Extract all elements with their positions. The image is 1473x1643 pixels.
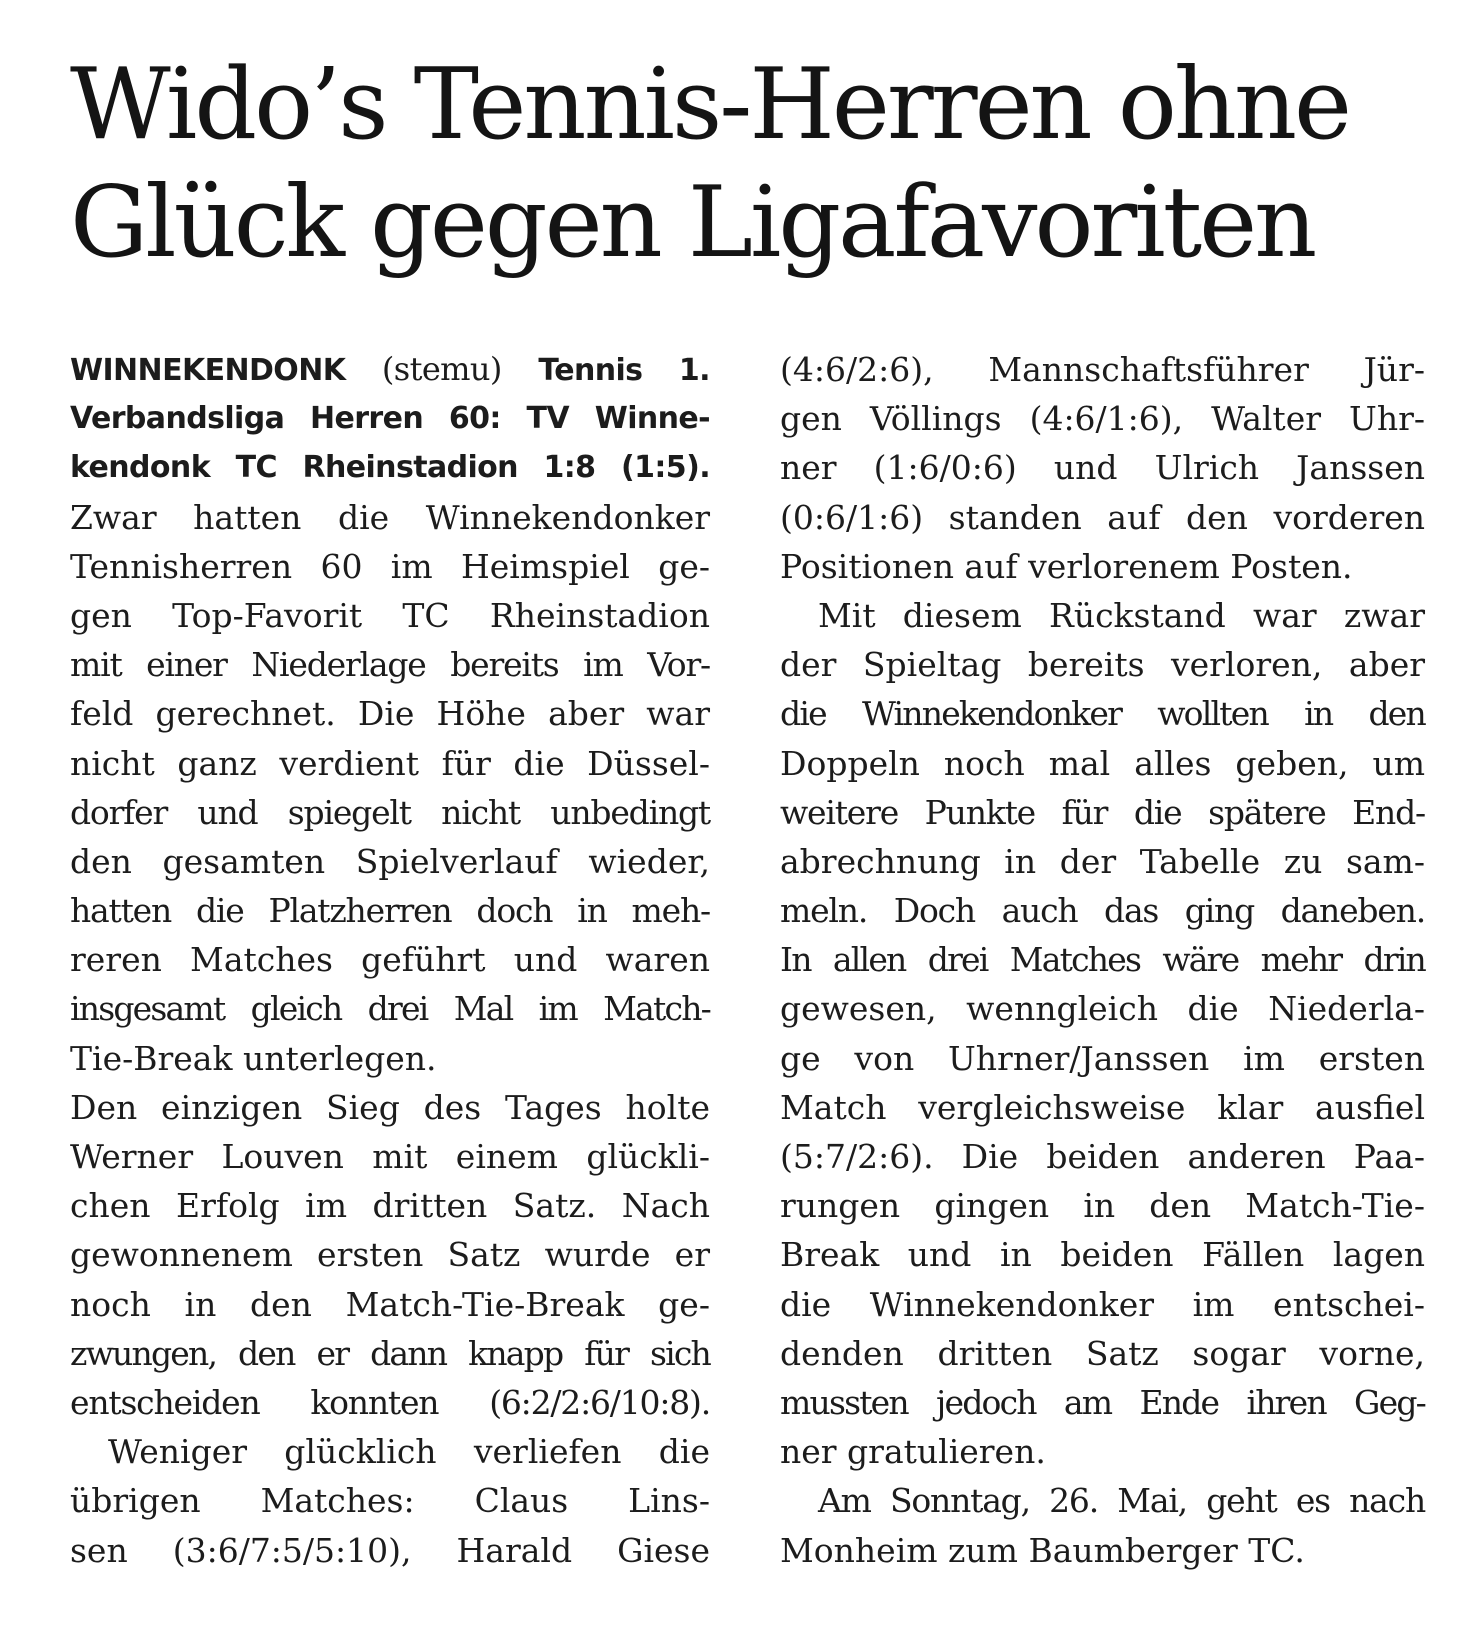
body-line: Mit diesem Rückstand war zwar	[818, 595, 1425, 635]
body-line: (0:6/1:6) standen auf den vorderen	[780, 497, 1425, 537]
body-line: hatten die Platzherren doch in meh-	[70, 891, 710, 931]
body-line: Positionen auf verlorenem Posten.	[780, 546, 1353, 586]
body-line: zwungen, den er dann knapp für sich	[70, 1333, 710, 1373]
body-line: Weniger glücklich verliefen die	[108, 1432, 710, 1472]
lead-line-1	[70, 345, 710, 394]
body-line: Monheim zum Baumberger TC.	[780, 1530, 1305, 1570]
body-line: der Spieltag bereits verloren, aber	[780, 645, 1425, 685]
body-line: Match vergleichsweise klar ausfiel	[780, 1087, 1425, 1127]
body-line: denden dritten Satz sogar vorne,	[780, 1333, 1425, 1373]
headline-line-2: Glück gegen Ligafavoriten	[70, 166, 1315, 280]
body-line: die Winnekendonker wollten in den	[780, 694, 1425, 734]
body-line: Werner Louven mit einem glückli-	[70, 1137, 710, 1176]
body-line: mussten jedoch am Ende ihren Geg-	[780, 1382, 1425, 1422]
body-line: Tennisherren 60 im Heimspiel ge-	[70, 546, 710, 586]
headline-line-1: Wido’s Tennis-Herren ohne	[70, 48, 1350, 162]
body-line: entscheiden konnten (6:2/2:6/10:8).	[70, 1382, 710, 1422]
body-line: rungen gingen in den Match-Tie-	[780, 1186, 1425, 1226]
body-line: insgesamt gleich drei Mal im Match-	[70, 989, 710, 1029]
body-line: chen Erfolg im dritten Satz. Nach	[70, 1186, 710, 1226]
dateline: WINNEKENDONK	[70, 353, 346, 388]
body-line: sen (3:6/7:5/5:10), Harald Giese	[70, 1530, 710, 1570]
body-line: In allen drei Matches wäre mehr drin	[780, 940, 1425, 980]
body-line: gen Top-Favorit TC Rheinstadion	[70, 595, 710, 635]
article-column-left	[70, 345, 710, 1575]
body-line: nicht ganz verdient für die Düssel-	[70, 743, 710, 783]
body-line: übrigen Matches: Claus Lins-	[70, 1481, 710, 1521]
body-line: gewesen, wenngleich die Niederla-	[780, 989, 1425, 1029]
body-line: die Winnekendonker im entschei-	[780, 1284, 1425, 1324]
body-line: (4:6/2:6), Mannschaftsführer Jür-	[780, 350, 1425, 389]
body-line: Break und in beiden Fällen lagen	[780, 1235, 1425, 1275]
body-line: feld gerechnet. Die Höhe aber war	[70, 694, 710, 734]
body-line: Am Sonntag, 26. Mai, geht es nach	[818, 1481, 1425, 1521]
lead-line-3: kendonk TC Rheinstadion 1:8 (1:5).	[70, 450, 710, 486]
body-line: dorfer und spiegelt nicht unbedingt	[70, 792, 710, 832]
body-line: weitere Punkte für die spätere End-	[780, 792, 1425, 832]
body-line: gewonnenem ersten Satz wurde er	[70, 1235, 710, 1275]
body-line: abrechnung in der Tabelle zu sam-	[780, 841, 1425, 881]
body-line: Zwar hatten die Winnekendonker	[70, 497, 710, 537]
body-line: (5:7/2:6). Die beiden anderen Paa-	[780, 1137, 1425, 1176]
body-line: gen Völlings (4:6/1:6), Walter Uhr-	[780, 399, 1425, 439]
body-line: Tie-Break unterlegen.	[70, 1038, 437, 1078]
body-line: mit einer Niederlage bereits im Vor-	[70, 645, 710, 685]
body-line: noch in den Match-Tie-Break ge-	[70, 1284, 710, 1324]
body-line: Den einzigen Sieg des Tages holte	[70, 1087, 710, 1127]
lead-title-start: Tennis 1.	[538, 353, 710, 388]
body-line: ner gratulieren.	[780, 1432, 1046, 1472]
body-line: ner (1:6/0:6) und Ulrich Janssen	[780, 448, 1425, 488]
body-line: reren Matches geführt und waren	[70, 940, 710, 980]
body-line: Doppeln noch mal alles geben, um	[780, 743, 1425, 783]
body-line: meln. Doch auch das ging daneben.	[780, 891, 1425, 931]
lead-line-2: Verbandsliga Herren 60: TV Winne-	[70, 401, 710, 437]
body-line: ge von Uhrner/Janssen im ersten	[780, 1038, 1425, 1078]
article-column-right	[780, 345, 1425, 1575]
body-line: den gesamten Spielverlauf wieder,	[70, 841, 710, 881]
byline: (stemu)	[381, 350, 502, 388]
article-headline	[70, 46, 1430, 282]
